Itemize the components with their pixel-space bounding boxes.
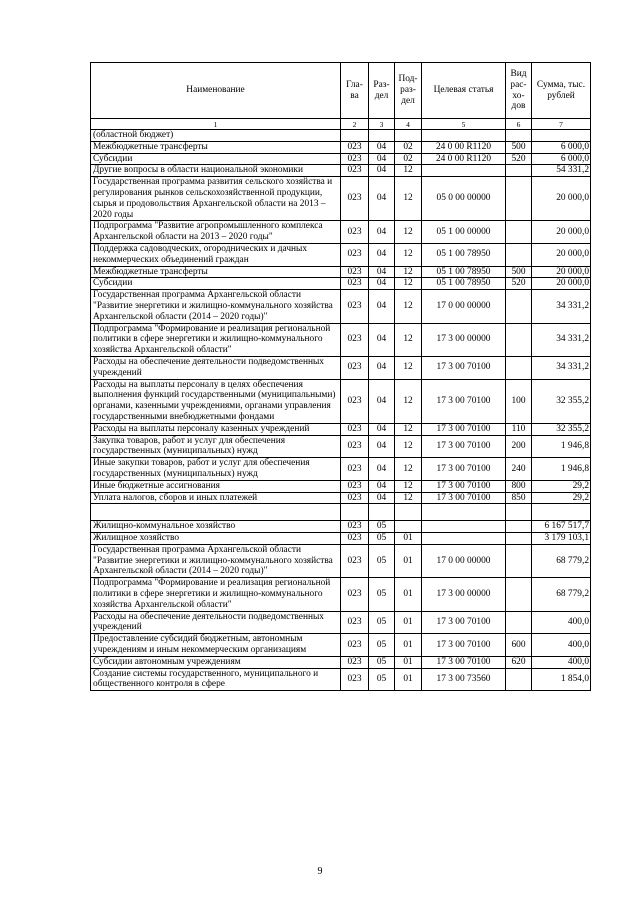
cell-name: Субсидии автономным учреждениям (91, 656, 341, 668)
table-row (91, 379, 591, 423)
cell-podrazdel: 12 (395, 290, 422, 323)
cell-podrazdel: 01 (395, 578, 422, 611)
col-number: 4 (395, 119, 422, 130)
col-number: 1 (91, 119, 341, 130)
cell-name: Подпрограмма "Формирование и реализация региональной политики в сфере энергетики и жилищно-коммунального хозяйства Архангельской области" (91, 578, 341, 611)
cell-name: Иные бюджетные ассигнования (91, 480, 341, 492)
cell-razdel: 05 (369, 544, 395, 577)
cell-vid (506, 521, 532, 533)
cell-glava: 023 (341, 141, 369, 153)
cell-statya: 17 3 00 70100 (422, 423, 506, 435)
cell-glava: 023 (341, 266, 369, 278)
cell-statya (422, 130, 506, 142)
cell-glava: 023 (341, 278, 369, 290)
cell-podrazdel: 12 (395, 266, 422, 278)
cell-vid (506, 177, 532, 221)
cell-statya: 17 3 00 70100 (422, 379, 506, 423)
cell-statya: 17 3 00 70100 (422, 435, 506, 458)
cell-razdel: 04 (369, 177, 395, 221)
cell-razdel: 05 (369, 634, 395, 657)
cell-name: Расходы на обеспечение деятельности подведомственных учреждений (91, 611, 341, 634)
cell-name: Закупка товаров, работ и услуг для обеспечения государственных (муниципальных) нужд (91, 435, 341, 458)
cell-name (91, 504, 341, 521)
cell-razdel: 04 (369, 435, 395, 458)
cell-vid: 600 (506, 634, 532, 657)
cell-summa: 29,2 (532, 492, 591, 504)
cell-statya: 17 3 00 70100 (422, 634, 506, 657)
cell-name: Иные закупки товаров, работ и услуг для обеспечения государственных (муниципальных) нужд (91, 458, 341, 481)
col-header-glava: Гла-ва (341, 63, 369, 119)
cell-statya: 17 3 00 70100 (422, 656, 506, 668)
cell-name: Жилищно-коммунальное хозяйство (91, 521, 341, 533)
table-row (91, 356, 591, 379)
cell-glava: 023 (341, 165, 369, 177)
cell-glava: 023 (341, 243, 369, 266)
cell-summa: 400,0 (532, 656, 591, 668)
table-row (91, 458, 591, 481)
cell-podrazdel: 12 (395, 379, 422, 423)
cell-podrazdel: 01 (395, 668, 422, 691)
cell-summa: 3 179 103,1 (532, 533, 591, 545)
cell-glava: 023 (341, 435, 369, 458)
col-number: 6 (506, 119, 532, 130)
cell-vid: 240 (506, 458, 532, 481)
column-number-row (91, 119, 591, 130)
cell-vid: 620 (506, 656, 532, 668)
table-row (91, 504, 591, 521)
cell-vid (506, 323, 532, 356)
cell-podrazdel: 12 (395, 221, 422, 244)
cell-summa: 34 331,2 (532, 290, 591, 323)
cell-razdel: 04 (369, 278, 395, 290)
cell-name: Создание системы государственного, муниципального и общественного контроля в сфере (91, 668, 341, 691)
table-row (91, 243, 591, 266)
cell-razdel: 04 (369, 221, 395, 244)
cell-razdel: 04 (369, 492, 395, 504)
cell-name: Жилищное хозяйство (91, 533, 341, 545)
cell-statya (422, 165, 506, 177)
cell-glava: 023 (341, 221, 369, 244)
cell-glava: 023 (341, 290, 369, 323)
cell-vid (506, 290, 532, 323)
cell-razdel: 04 (369, 153, 395, 165)
table-row (91, 480, 591, 492)
cell-glava: 023 (341, 423, 369, 435)
cell-vid (506, 165, 532, 177)
cell-podrazdel: 12 (395, 356, 422, 379)
cell-name: Другие вопросы в области национальной экономики (91, 165, 341, 177)
table-row (91, 323, 591, 356)
col-header-summa: Сумма, тыс. рублей (532, 63, 591, 119)
col-header-name: Наименование (91, 63, 341, 119)
cell-statya: 05 1 00 78950 (422, 266, 506, 278)
cell-razdel: 04 (369, 356, 395, 379)
cell-name: Расходы на выплаты персоналу в целях обеспечения выполнения функций государственными (муниципальными) органами, казенными учреждениями, органами управления государственными внебюджетными фондами (91, 379, 341, 423)
cell-podrazdel: 12 (395, 480, 422, 492)
cell-summa: 20 000,0 (532, 278, 591, 290)
cell-vid (506, 221, 532, 244)
cell-podrazdel: 12 (395, 177, 422, 221)
cell-razdel (369, 504, 395, 521)
cell-summa (532, 504, 591, 521)
cell-glava: 023 (341, 480, 369, 492)
table-row (91, 521, 591, 533)
cell-statya (422, 533, 506, 545)
cell-name: Подпрограмма "Формирование и реализация региональной политики в сфере энергетики и жилищно-коммунального хозяйства Архангельской области" (91, 323, 341, 356)
cell-razdel (369, 130, 395, 142)
cell-podrazdel: 01 (395, 611, 422, 634)
cell-vid: 520 (506, 153, 532, 165)
cell-podrazdel: 12 (395, 435, 422, 458)
cell-statya: 17 3 00 70100 (422, 458, 506, 481)
cell-glava: 023 (341, 533, 369, 545)
cell-razdel: 04 (369, 165, 395, 177)
table-row (91, 266, 591, 278)
table-row (91, 290, 591, 323)
cell-razdel: 04 (369, 323, 395, 356)
cell-vid (506, 130, 532, 142)
cell-statya: 24 0 00 R1120 (422, 141, 506, 153)
table-row (91, 221, 591, 244)
cell-summa: 400,0 (532, 634, 591, 657)
cell-summa: 34 331,2 (532, 356, 591, 379)
cell-statya: 05 0 00 00000 (422, 177, 506, 221)
cell-statya: 17 3 00 70100 (422, 480, 506, 492)
cell-summa: 20 000,0 (532, 177, 591, 221)
col-header-statya: Целевая статья (422, 63, 506, 119)
table-row (91, 544, 591, 577)
col-number: 5 (422, 119, 506, 130)
cell-glava: 023 (341, 634, 369, 657)
cell-podrazdel (395, 504, 422, 521)
cell-vid: 500 (506, 141, 532, 153)
cell-summa: 68 779,2 (532, 544, 591, 577)
table-row (91, 177, 591, 221)
col-number: 7 (532, 119, 591, 130)
col-header-vid: Вид рас-хо-дов (506, 63, 532, 119)
cell-podrazdel (395, 130, 422, 142)
cell-vid: 520 (506, 278, 532, 290)
cell-podrazdel: 01 (395, 544, 422, 577)
cell-glava: 023 (341, 492, 369, 504)
table-row (91, 533, 591, 545)
cell-podrazdel: 01 (395, 656, 422, 668)
cell-summa: 6 000,0 (532, 153, 591, 165)
cell-summa: 6 000,0 (532, 141, 591, 153)
cell-glava: 023 (341, 356, 369, 379)
table-row (91, 656, 591, 668)
table-row (91, 153, 591, 165)
cell-podrazdel: 12 (395, 278, 422, 290)
cell-razdel: 05 (369, 533, 395, 545)
cell-glava: 023 (341, 379, 369, 423)
cell-summa: 32 355,2 (532, 379, 591, 423)
col-number: 2 (341, 119, 369, 130)
cell-statya: 17 3 00 00000 (422, 578, 506, 611)
cell-podrazdel: 12 (395, 492, 422, 504)
cell-podrazdel: 02 (395, 141, 422, 153)
cell-vid (506, 544, 532, 577)
cell-vid (506, 533, 532, 545)
table-row (91, 492, 591, 504)
cell-summa: 32 355,2 (532, 423, 591, 435)
cell-podrazdel: 12 (395, 243, 422, 266)
cell-name: Межбюджетные трансферты (91, 141, 341, 153)
cell-statya: 17 3 00 70100 (422, 611, 506, 634)
cell-razdel: 05 (369, 578, 395, 611)
table-row (91, 578, 591, 611)
cell-podrazdel: 02 (395, 153, 422, 165)
cell-vid: 100 (506, 379, 532, 423)
table-row (91, 278, 591, 290)
cell-statya: 17 0 00 00000 (422, 544, 506, 577)
cell-glava: 023 (341, 578, 369, 611)
cell-name: Расходы на выплаты персоналу казенных учреждений (91, 423, 341, 435)
cell-podrazdel: 12 (395, 323, 422, 356)
cell-glava: 023 (341, 544, 369, 577)
col-header-razdel: Раз-дел (369, 63, 395, 119)
cell-name: Государственная программа Архангельской области "Развитие энергетики и жилищно-коммунального хозяйства Архангельской области (2014 – 2020 годы)" (91, 544, 341, 577)
table-body (91, 130, 591, 691)
cell-summa: 68 779,2 (532, 578, 591, 611)
cell-glava: 023 (341, 153, 369, 165)
cell-statya: 05 1 00 78950 (422, 243, 506, 266)
cell-statya: 05 1 00 78950 (422, 278, 506, 290)
cell-name: (областной бюджет) (91, 130, 341, 142)
cell-name: Предоставление субсидий бюджетным, автономным учреждениям и иным некоммерческим организациям (91, 634, 341, 657)
cell-statya: 17 3 00 70100 (422, 356, 506, 379)
cell-vid (506, 504, 532, 521)
cell-name: Поддержка садоводческих, огороднических и дачных некоммерческих объединений граждан (91, 243, 341, 266)
cell-summa: 34 331,2 (532, 323, 591, 356)
cell-vid (506, 668, 532, 691)
cell-glava: 023 (341, 668, 369, 691)
cell-summa: 1 946,8 (532, 435, 591, 458)
cell-statya: 17 3 00 00000 (422, 323, 506, 356)
table-row (91, 141, 591, 153)
cell-podrazdel: 01 (395, 634, 422, 657)
cell-statya: 17 3 00 73560 (422, 668, 506, 691)
cell-vid (506, 611, 532, 634)
cell-razdel: 04 (369, 423, 395, 435)
cell-razdel: 04 (369, 379, 395, 423)
cell-statya: 17 3 00 70100 (422, 492, 506, 504)
cell-statya: 24 0 00 R1120 (422, 153, 506, 165)
header-row (91, 63, 591, 119)
cell-name: Уплата налогов, сборов и иных платежей (91, 492, 341, 504)
col-header-podrazdel: Под-раз-дел (395, 63, 422, 119)
cell-podrazdel: 12 (395, 423, 422, 435)
cell-glava: 023 (341, 521, 369, 533)
cell-name: Государственная программа Архангельской области "Развитие энергетики и жилищно-коммунального хозяйства Архангельской области (2014 – 2020 годы)" (91, 290, 341, 323)
cell-vid: 200 (506, 435, 532, 458)
cell-vid (506, 243, 532, 266)
cell-statya: 17 0 00 00000 (422, 290, 506, 323)
cell-vid: 850 (506, 492, 532, 504)
cell-vid: 800 (506, 480, 532, 492)
cell-podrazdel (395, 521, 422, 533)
page-number: 9 (317, 866, 323, 877)
cell-statya (422, 521, 506, 533)
cell-glava: 023 (341, 177, 369, 221)
cell-vid: 500 (506, 266, 532, 278)
cell-podrazdel: 12 (395, 165, 422, 177)
cell-name: Межбюджетные трансферты (91, 266, 341, 278)
table-row (91, 611, 591, 634)
cell-name: Подпрограмма "Развитие агропромышленного комплекса Архангельской области на 2013 – 2020 годы" (91, 221, 341, 244)
cell-razdel: 04 (369, 243, 395, 266)
cell-summa: 20 000,0 (532, 243, 591, 266)
cell-vid (506, 578, 532, 611)
table-row (91, 668, 591, 691)
cell-podrazdel: 12 (395, 458, 422, 481)
cell-glava: 023 (341, 656, 369, 668)
cell-summa: 6 167 517,7 (532, 521, 591, 533)
cell-glava (341, 130, 369, 142)
cell-razdel: 04 (369, 458, 395, 481)
cell-name: Государственная программа развития сельского хозяйства и регулирования рынков сельскохозяйственной продукции, сырья и продовольствия Архангельской области на 2013 – 2020 годы (91, 177, 341, 221)
cell-summa: 20 000,0 (532, 221, 591, 244)
cell-summa (532, 130, 591, 142)
budget-table (90, 62, 591, 691)
cell-razdel: 04 (369, 480, 395, 492)
cell-statya: 05 1 00 00000 (422, 221, 506, 244)
table-row (91, 165, 591, 177)
cell-name: Расходы на обеспечение деятельности подведомственных учреждений (91, 356, 341, 379)
cell-razdel: 05 (369, 656, 395, 668)
table-row (91, 423, 591, 435)
cell-razdel: 04 (369, 290, 395, 323)
table-row (91, 130, 591, 142)
col-number: 3 (369, 119, 395, 130)
cell-razdel: 05 (369, 521, 395, 533)
cell-razdel: 04 (369, 141, 395, 153)
cell-podrazdel: 01 (395, 533, 422, 545)
cell-name: Субсидии (91, 153, 341, 165)
cell-name: Субсидии (91, 278, 341, 290)
cell-summa: 29,2 (532, 480, 591, 492)
cell-summa: 20 000,0 (532, 266, 591, 278)
cell-summa: 400,0 (532, 611, 591, 634)
cell-glava: 023 (341, 611, 369, 634)
cell-razdel: 04 (369, 266, 395, 278)
table-row (91, 435, 591, 458)
cell-vid: 110 (506, 423, 532, 435)
table-row (91, 634, 591, 657)
cell-summa: 54 331,2 (532, 165, 591, 177)
cell-statya (422, 504, 506, 521)
cell-razdel: 05 (369, 611, 395, 634)
cell-glava (341, 504, 369, 521)
cell-glava: 023 (341, 323, 369, 356)
cell-glava: 023 (341, 458, 369, 481)
cell-razdel: 05 (369, 668, 395, 691)
cell-summa: 1 946,8 (532, 458, 591, 481)
cell-vid (506, 356, 532, 379)
cell-summa: 1 854,0 (532, 668, 591, 691)
